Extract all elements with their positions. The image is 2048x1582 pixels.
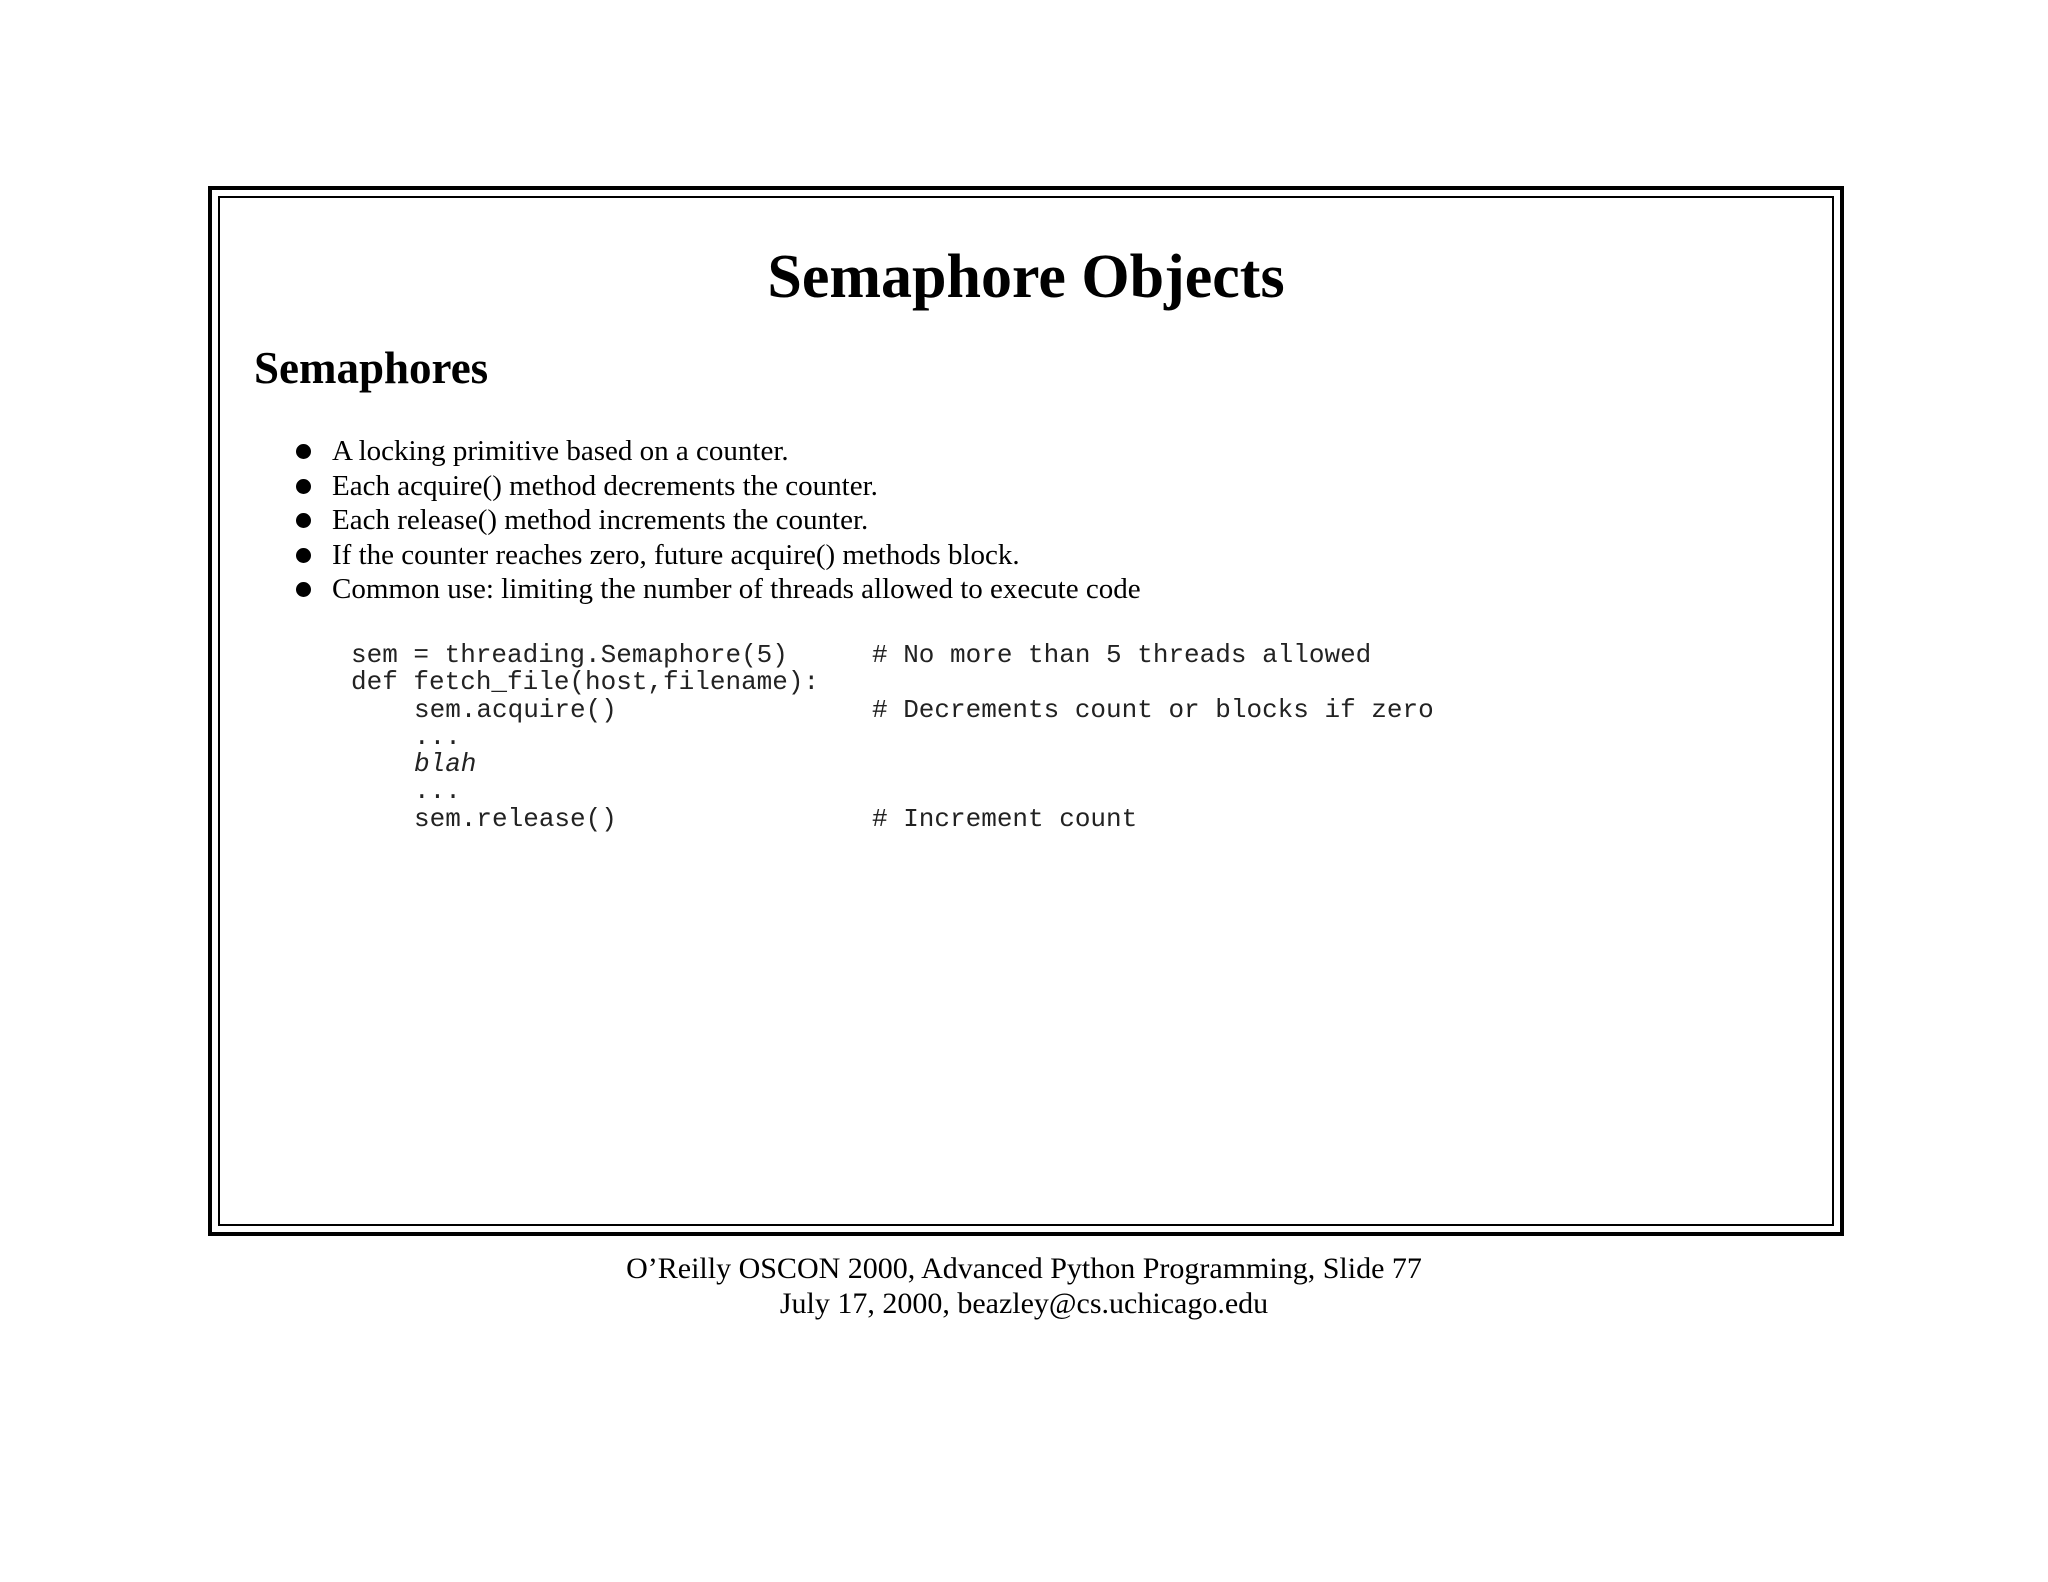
bullet-dot-icon (296, 513, 311, 528)
bullet-text: Each release() method increments the counter. (332, 504, 869, 536)
slide-footer (0, 1251, 2048, 1321)
slide-inner-frame (218, 196, 1834, 1226)
bullet-item (296, 538, 1141, 573)
code-text: blah (414, 749, 477, 780)
bullet-text: A locking primitive based on a counter. (332, 435, 789, 467)
bullet-dot-icon (296, 582, 311, 597)
code-line (351, 694, 1434, 725)
bullet-item (296, 434, 1141, 469)
code-comment: # Decrements count or blocks if zero (872, 694, 1434, 725)
code-text: sem = threading.Semaphore(5) (351, 640, 788, 670)
code-comment: # Increment count (872, 803, 1138, 834)
code-text: sem.acquire() (414, 694, 617, 725)
code-block (351, 640, 1434, 834)
code-line (351, 803, 1138, 834)
bullet-list (296, 434, 1141, 607)
bullet-text: Each acquire() method decrements the counter. (332, 469, 878, 502)
code-line (351, 667, 820, 698)
code-line (351, 751, 476, 778)
bullet-dot-icon (296, 479, 311, 494)
footer-line-1: O’Reilly OSCON 2000, Advanced Python Programming, Slide 77 (626, 1252, 1422, 1285)
code-text: def fetch_file(host,filename): (351, 667, 820, 698)
bullet-item (296, 503, 1141, 538)
code-comment: # No more than 5 threads allowed (872, 640, 1372, 670)
code-text: ... (414, 721, 461, 752)
slide-frame (208, 186, 1844, 1236)
bullet-dot-icon (296, 548, 311, 563)
footer-line-2: July 17, 2000, beazley@cs.uchicago.edu (779, 1287, 1269, 1320)
slide-title: Semaphore Objects (767, 243, 1285, 311)
section-heading: Semaphores (254, 343, 489, 393)
code-line (351, 721, 476, 752)
bullet-item (296, 469, 1141, 504)
code-text: sem.release() (414, 803, 617, 834)
code-text: ... (414, 776, 461, 807)
bullet-item (296, 572, 1141, 607)
code-line (351, 640, 1372, 670)
code-line (351, 778, 476, 805)
bullet-text: If the counter reaches zero, future acquire() methods block. (332, 538, 1020, 571)
bullet-text: Common use: limiting the number of threads allowed to execute code (332, 573, 1141, 605)
bullet-dot-icon (296, 444, 311, 459)
